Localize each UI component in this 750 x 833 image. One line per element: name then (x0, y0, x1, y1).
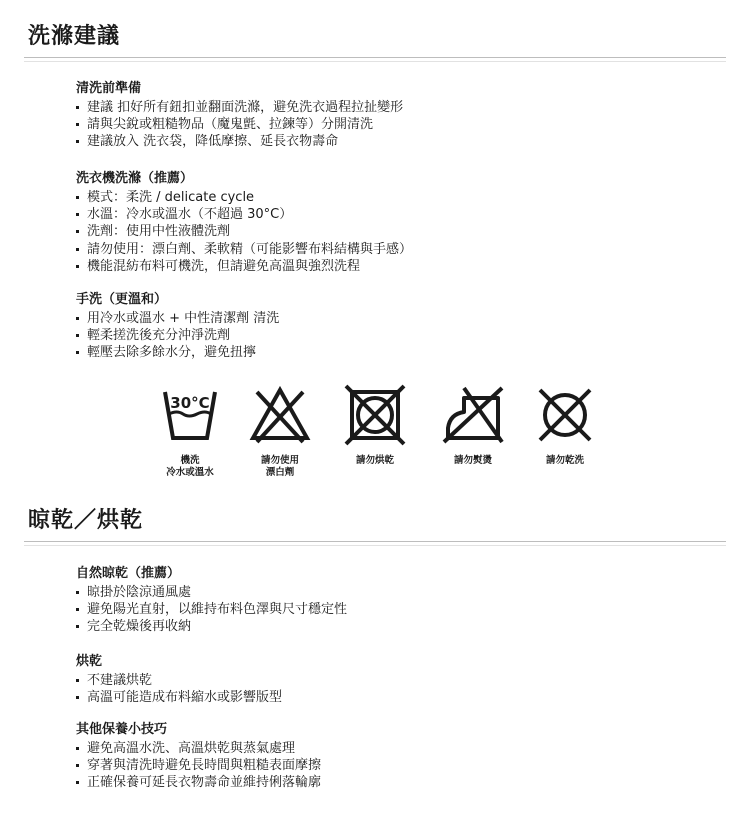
pre-wash-list (76, 99, 716, 151)
machine-wash-symbol (150, 384, 230, 479)
list-item: 建議放入 洗衣袋，降低摩擦、延長衣物壽命 (76, 133, 716, 150)
no-iron-symbol (433, 384, 513, 467)
pre-wash-heading: 清洗前準備 (76, 81, 142, 96)
list-item: 不建議烘乾 (76, 672, 716, 689)
list-item: 完全乾燥後再收納 (76, 618, 716, 635)
list-item: 輕壓去除多餘水分，避免扭擰 (76, 344, 716, 361)
symbol-label: 請勿使用 漂白劑 (260, 455, 299, 478)
tumble-dry-heading: 烘乾 (76, 654, 103, 669)
washing-divider (24, 57, 726, 58)
list-item: 建議 扣好所有鈕扣並翻面洗滌，避免洗衣過程拉扯變形 (76, 99, 716, 116)
hand-wash-heading: 手洗（更溫和） (76, 292, 168, 307)
care-tips-group (76, 721, 716, 792)
no-tumble-dry-symbol (335, 384, 415, 467)
symbol-label: 請勿熨燙 (453, 455, 492, 466)
hand-wash-list (76, 310, 716, 362)
machine-wash-list (76, 189, 716, 275)
list-item: 水溫：冷水或溫水（不超過 30°C） (76, 206, 716, 223)
list-item: 請勿使用：漂白劑、柔軟精（可能影響布料結構與手感） (76, 241, 716, 258)
no-bleach-icon (249, 384, 311, 446)
no-bleach-symbol (240, 384, 320, 479)
care-tips-heading: 其他保養小技巧 (76, 722, 168, 737)
list-item: 正確保養可延長衣物壽命並維持俐落輪廓 (76, 774, 716, 791)
air-dry-group (76, 565, 716, 636)
symbol-label: 請勿乾洗 (545, 455, 584, 466)
list-item: 避免陽光直射，以維持布料色澤與尺寸穩定性 (76, 601, 716, 618)
machine-wash-30-icon (159, 384, 221, 446)
hand-wash-group (76, 291, 716, 362)
list-item: 洗劑：使用中性液體洗劑 (76, 223, 716, 240)
symbol-label: 機洗 冷水或溫水 (166, 455, 214, 478)
air-dry-heading: 自然晾乾（推薦） (76, 566, 181, 581)
list-item: 高溫可能造成布料縮水或影響版型 (76, 689, 716, 706)
list-item: 穿著與清洗時避免長時間與粗糙表面摩擦 (76, 757, 716, 774)
no-dry-clean-icon (534, 384, 596, 446)
no-tumble-dry-icon (344, 384, 406, 446)
list-item: 輕柔搓洗後充分沖淨洗劑 (76, 327, 716, 344)
machine-wash-group (76, 170, 716, 275)
list-item: 機能混紡布料可機洗，但請避免高溫與強烈洗程 (76, 258, 716, 275)
symbol-label: 請勿烘乾 (355, 455, 394, 466)
no-dry-clean-symbol (525, 384, 605, 467)
pre-wash-group (76, 80, 716, 151)
machine-wash-heading: 洗衣機洗滌（推薦） (76, 171, 194, 186)
washing-section-title: 洗滌建議 (28, 24, 121, 49)
air-dry-list (76, 584, 716, 636)
list-item: 用冷水或溫水 + 中性清潔劑 清洗 (76, 310, 716, 327)
list-item: 晾掛於陰涼通風處 (76, 584, 716, 601)
no-iron-icon (442, 384, 504, 446)
list-item: 請與尖銳或粗糙物品（魔鬼氈、拉鍊等）分開清洗 (76, 116, 716, 133)
drying-section-title: 晾乾／烘乾 (28, 508, 144, 533)
tumble-dry-list (76, 672, 716, 706)
list-item: 模式：柔洗 / delicate cycle (76, 189, 716, 206)
care-tips-list (76, 740, 716, 792)
drying-divider (24, 541, 726, 542)
care-symbols (150, 384, 610, 494)
list-item: 避免高溫水洗、高溫烘乾與蒸氣處理 (76, 740, 716, 757)
tumble-dry-group (76, 653, 716, 706)
wash-temperature: 30°C (170, 394, 210, 412)
